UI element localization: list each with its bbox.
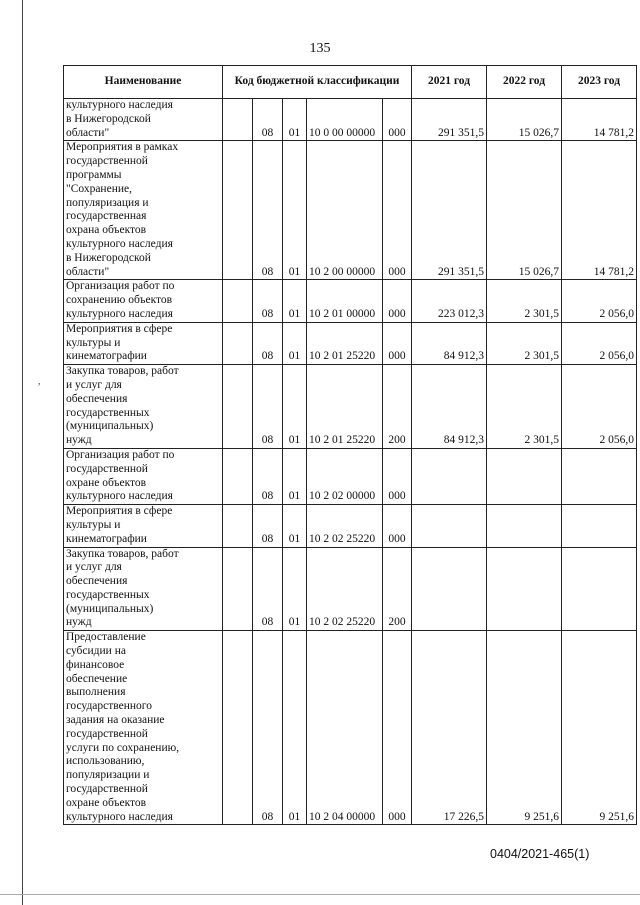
table-row [64, 448, 637, 504]
row-2023-value: 2 056,0 [562, 365, 637, 449]
row-section: 08 [253, 99, 283, 141]
row-subsection: 01 [283, 547, 307, 631]
row-subsection: 01 [283, 631, 307, 825]
stray-mark: , [38, 376, 41, 387]
row-name: Предоставление субсидии на финансовое обеспечение выполнения государственного задания на оказание государственной услуги по сохранению, использованию, популяризации и государственной охране объектов культурного наследия [64, 631, 223, 825]
table-row [64, 631, 637, 825]
row-empty-cell [223, 547, 253, 631]
row-expense-group: 000 [383, 141, 412, 280]
row-empty-cell [223, 448, 253, 504]
row-expense-group: 000 [383, 505, 412, 547]
row-2023-value [562, 505, 637, 547]
table-row [64, 99, 637, 141]
row-section: 08 [253, 448, 283, 504]
row-target-code: 10 2 01 00000 [307, 280, 383, 322]
row-2023-value [562, 448, 637, 504]
document-number: 0404/2021-465(1) [490, 847, 590, 861]
row-2022-value: 2 301,5 [487, 280, 562, 322]
table-body [64, 99, 637, 825]
row-section: 08 [253, 547, 283, 631]
row-section: 08 [253, 505, 283, 547]
row-2022-value [487, 505, 562, 547]
row-subsection: 01 [283, 505, 307, 547]
row-2023-value: 14 781,2 [562, 141, 637, 280]
row-empty-cell [223, 141, 253, 280]
row-2022-value: 9 251,6 [487, 631, 562, 825]
row-expense-group: 000 [383, 631, 412, 825]
table-row [64, 505, 637, 547]
row-expense-group: 000 [383, 99, 412, 141]
row-subsection: 01 [283, 448, 307, 504]
row-empty-cell [223, 99, 253, 141]
row-section: 08 [253, 631, 283, 825]
row-2022-value: 2 301,5 [487, 365, 562, 449]
row-section: 08 [253, 141, 283, 280]
row-name: Организация работ по сохранению объектов культурного наследия [64, 280, 223, 322]
table-row [64, 141, 637, 280]
table-row [64, 322, 637, 364]
row-name: Закупка товаров, работ и услуг для обеспечения государственных (муниципальных) нужд [64, 547, 223, 631]
row-target-code: 10 2 04 00000 [307, 631, 383, 825]
row-empty-cell [223, 631, 253, 825]
row-section: 08 [253, 322, 283, 364]
row-expense-group: 000 [383, 322, 412, 364]
row-subsection: 01 [283, 280, 307, 322]
row-expense-group: 000 [383, 448, 412, 504]
row-2023-value: 2 056,0 [562, 322, 637, 364]
header-2023: 2023 год [562, 66, 637, 99]
row-subsection: 01 [283, 141, 307, 280]
row-name: Мероприятия в сфере культуры и кинематографии [64, 505, 223, 547]
row-subsection: 01 [283, 365, 307, 449]
header-2021: 2021 год [412, 66, 487, 99]
table-row [64, 547, 637, 631]
row-name: Мероприятия в сфере культуры и кинематографии [64, 322, 223, 364]
budget-table [63, 65, 637, 825]
row-2021-value: 84 912,3 [412, 322, 487, 364]
row-expense-group: 200 [383, 547, 412, 631]
row-name: Мероприятия в рамках государственной программы "Сохранение, популяризация и государственная охрана объектов культурного наследия в Нижегородской области" [64, 141, 223, 280]
row-empty-cell [223, 322, 253, 364]
table-header-row [64, 66, 637, 99]
row-2021-value [412, 547, 487, 631]
row-2022-value [487, 547, 562, 631]
row-section: 08 [253, 365, 283, 449]
header-code: Код бюджетной классификации [223, 66, 412, 99]
row-2023-value [562, 547, 637, 631]
table-row [64, 365, 637, 449]
row-section: 08 [253, 280, 283, 322]
row-2023-value: 9 251,6 [562, 631, 637, 825]
row-2021-value: 291 351,5 [412, 99, 487, 141]
row-2022-value: 2 301,5 [487, 322, 562, 364]
header-name: Наименование [64, 66, 223, 99]
row-2021-value: 84 912,3 [412, 365, 487, 449]
row-subsection: 01 [283, 99, 307, 141]
row-empty-cell [223, 505, 253, 547]
row-subsection: 01 [283, 322, 307, 364]
row-2023-value: 2 056,0 [562, 280, 637, 322]
row-name: Организация работ по государственной охране объектов культурного наследия [64, 448, 223, 504]
page-number: 135 [309, 41, 331, 56]
row-2021-value: 291 351,5 [412, 141, 487, 280]
row-2021-value: 223 012,3 [412, 280, 487, 322]
row-2021-value [412, 448, 487, 504]
row-2022-value: 15 026,7 [487, 141, 562, 280]
row-target-code: 10 2 02 25220 [307, 505, 383, 547]
table-row [64, 280, 637, 322]
row-target-code: 10 2 02 00000 [307, 448, 383, 504]
row-name: Закупка товаров, работ и услуг для обеспечения государственных (муниципальных) нужд [64, 365, 223, 449]
row-2022-value [487, 448, 562, 504]
row-target-code: 10 0 00 00000 [307, 99, 383, 141]
row-empty-cell [223, 280, 253, 322]
page-bottom-rule [0, 894, 640, 895]
row-2022-value: 15 026,7 [487, 99, 562, 141]
row-2023-value: 14 781,2 [562, 99, 637, 141]
row-target-code: 10 2 01 25220 [307, 365, 383, 449]
row-target-code: 10 2 00 00000 [307, 141, 383, 280]
row-expense-group: 200 [383, 365, 412, 449]
header-2022: 2022 год [487, 66, 562, 99]
row-2021-value: 17 226,5 [412, 631, 487, 825]
row-name: культурного наследия в Нижегородской области" [64, 99, 223, 141]
row-expense-group: 000 [383, 280, 412, 322]
row-2021-value [412, 505, 487, 547]
row-target-code: 10 2 01 25220 [307, 322, 383, 364]
row-empty-cell [223, 365, 253, 449]
page-left-rule [22, 0, 23, 905]
row-target-code: 10 2 02 25220 [307, 547, 383, 631]
